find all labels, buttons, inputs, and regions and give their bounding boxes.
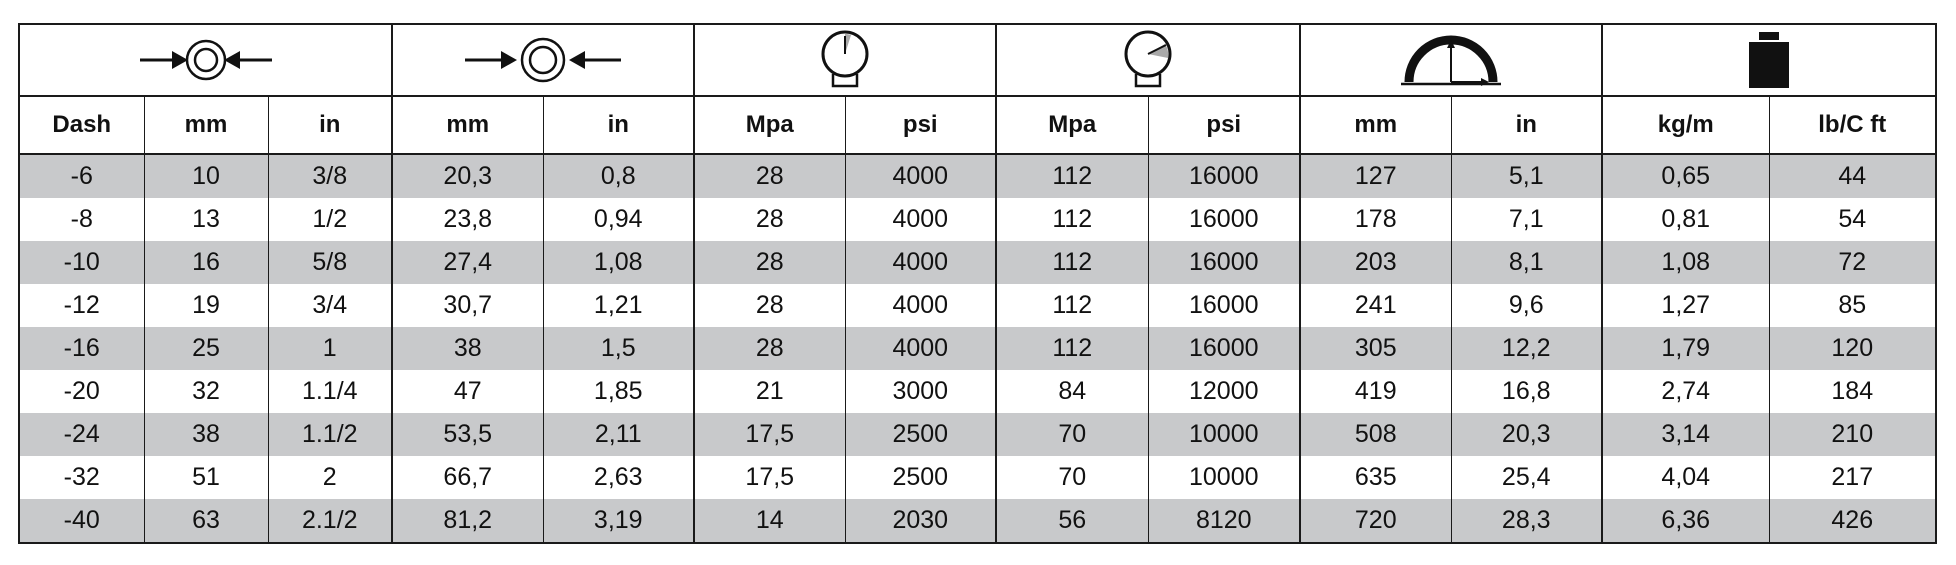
table-cell: 9,6 [1451, 284, 1602, 327]
table-cell: 10000 [1148, 456, 1300, 499]
table-cell: 19 [144, 284, 268, 327]
table-cell: 12,2 [1451, 327, 1602, 370]
table-cell: 112 [996, 154, 1148, 198]
table-cell: 17,5 [694, 413, 845, 456]
weight-icon [1602, 24, 1936, 96]
table-cell: 16000 [1148, 198, 1300, 241]
table-cell: 84 [996, 370, 1148, 413]
table-cell: 25,4 [1451, 456, 1602, 499]
table-cell: 508 [1300, 413, 1451, 456]
table-cell: 28 [694, 198, 845, 241]
table-row [19, 370, 1936, 413]
table-cell: 1 [268, 327, 392, 370]
table-cell: 1/2 [268, 198, 392, 241]
table-cell: 23,8 [392, 198, 543, 241]
table-cell: -6 [19, 154, 144, 198]
table-cell: 56 [996, 499, 1148, 543]
table-cell: 4000 [845, 284, 996, 327]
table-cell: 3/4 [268, 284, 392, 327]
table-cell: 635 [1300, 456, 1451, 499]
table-cell: 203 [1300, 241, 1451, 284]
table-cell: 2500 [845, 456, 996, 499]
table-cell: 112 [996, 327, 1148, 370]
table-cell: 16000 [1148, 154, 1300, 198]
unit-header-row [19, 96, 1936, 154]
unit-header: in [1451, 96, 1602, 154]
table-cell: 38 [144, 413, 268, 456]
table-cell: 25 [144, 327, 268, 370]
table-cell: 184 [1769, 370, 1936, 413]
table-cell: -32 [19, 456, 144, 499]
table-cell: 47 [392, 370, 543, 413]
table-cell: -20 [19, 370, 144, 413]
table-cell: -8 [19, 198, 144, 241]
table-cell: 1,08 [1602, 241, 1769, 284]
table-cell: 2500 [845, 413, 996, 456]
table-cell: 3,19 [543, 499, 694, 543]
table-cell: 4000 [845, 154, 996, 198]
table-cell: 17,5 [694, 456, 845, 499]
table-cell: 8120 [1148, 499, 1300, 543]
table-cell: 16000 [1148, 327, 1300, 370]
table-cell: 2030 [845, 499, 996, 543]
table-cell: 20,3 [1451, 413, 1602, 456]
table-cell: 16000 [1148, 284, 1300, 327]
table-cell: 85 [1769, 284, 1936, 327]
table-cell: 53,5 [392, 413, 543, 456]
table-cell: 217 [1769, 456, 1936, 499]
table-cell: 14 [694, 499, 845, 543]
table-cell: 16000 [1148, 241, 1300, 284]
table-cell: 6,36 [1602, 499, 1769, 543]
table-cell: 5,1 [1451, 154, 1602, 198]
unit-header: in [268, 96, 392, 154]
table-row [19, 241, 1936, 284]
table-cell: 2,74 [1602, 370, 1769, 413]
table-cell: 2,11 [543, 413, 694, 456]
table-cell: -16 [19, 327, 144, 370]
table-cell: 720 [1300, 499, 1451, 543]
table-cell: 4000 [845, 327, 996, 370]
table-cell: 13 [144, 198, 268, 241]
table-cell: 54 [1769, 198, 1936, 241]
unit-header: Mpa [996, 96, 1148, 154]
table-row [19, 284, 1936, 327]
table-cell: 1,27 [1602, 284, 1769, 327]
burst-pressure-gauge-icon [996, 24, 1300, 96]
table-cell: -12 [19, 284, 144, 327]
table-cell: 1,5 [543, 327, 694, 370]
table-cell: 8,1 [1451, 241, 1602, 284]
table-cell: 38 [392, 327, 543, 370]
table-cell: 127 [1300, 154, 1451, 198]
table-cell: 0,94 [543, 198, 694, 241]
table-cell: 10000 [1148, 413, 1300, 456]
table-cell: 112 [996, 284, 1148, 327]
table-cell: 3/8 [268, 154, 392, 198]
unit-header: mm [1300, 96, 1451, 154]
table-cell: 51 [144, 456, 268, 499]
table-cell: 66,7 [392, 456, 543, 499]
table-row [19, 456, 1936, 499]
unit-header: Dash [19, 96, 144, 154]
table-cell: 12000 [1148, 370, 1300, 413]
table-cell: 27,4 [392, 241, 543, 284]
hose-spec-table [18, 23, 1937, 544]
table-cell: 28,3 [1451, 499, 1602, 543]
table-cell: 1,85 [543, 370, 694, 413]
table-cell: 21 [694, 370, 845, 413]
table-cell: 4000 [845, 198, 996, 241]
table-cell: 7,1 [1451, 198, 1602, 241]
table-cell: 0,81 [1602, 198, 1769, 241]
table-cell: 81,2 [392, 499, 543, 543]
table-cell: 30,7 [392, 284, 543, 327]
table-cell: 112 [996, 198, 1148, 241]
table-cell: 3000 [845, 370, 996, 413]
table-cell: 1,08 [543, 241, 694, 284]
table-cell: 44 [1769, 154, 1936, 198]
table-cell: 2 [268, 456, 392, 499]
table-cell: 1.1/4 [268, 370, 392, 413]
table-cell: 120 [1769, 327, 1936, 370]
unit-header: mm [144, 96, 268, 154]
table-row [19, 499, 1936, 543]
table-body [19, 154, 1936, 543]
table-cell: 10 [144, 154, 268, 198]
table-cell: 20,3 [392, 154, 543, 198]
table-cell: 28 [694, 284, 845, 327]
unit-header: Mpa [694, 96, 845, 154]
table-cell: 210 [1769, 413, 1936, 456]
working-pressure-gauge-icon [694, 24, 996, 96]
table-cell: 0,65 [1602, 154, 1769, 198]
table-row [19, 154, 1936, 198]
table-cell: 28 [694, 327, 845, 370]
table-cell: 426 [1769, 499, 1936, 543]
table-cell: 1.1/2 [268, 413, 392, 456]
table-cell: -40 [19, 499, 144, 543]
unit-header: kg/m [1602, 96, 1769, 154]
table-cell: 70 [996, 413, 1148, 456]
table-cell: 419 [1300, 370, 1451, 413]
table-cell: 32 [144, 370, 268, 413]
table-cell: 4,04 [1602, 456, 1769, 499]
unit-header: lb/C ft [1769, 96, 1936, 154]
table-cell: 4000 [845, 241, 996, 284]
table-cell: 305 [1300, 327, 1451, 370]
table-cell: 72 [1769, 241, 1936, 284]
table-row [19, 198, 1936, 241]
table-cell: 1,79 [1602, 327, 1769, 370]
table-cell: 3,14 [1602, 413, 1769, 456]
table-cell: 241 [1300, 284, 1451, 327]
table-row [19, 413, 1936, 456]
table-cell: 28 [694, 241, 845, 284]
icon-header-row [19, 24, 1936, 96]
table-cell: 112 [996, 241, 1148, 284]
unit-header: in [543, 96, 694, 154]
table-cell: -24 [19, 413, 144, 456]
table-row [19, 327, 1936, 370]
hose-inner-diameter-icon [19, 24, 392, 96]
table-cell: 178 [1300, 198, 1451, 241]
table-cell: 63 [144, 499, 268, 543]
table-cell: 28 [694, 154, 845, 198]
table-cell: 16,8 [1451, 370, 1602, 413]
table-cell: 1,21 [543, 284, 694, 327]
unit-header: mm [392, 96, 543, 154]
bend-radius-icon [1300, 24, 1602, 96]
table-cell: 5/8 [268, 241, 392, 284]
table-cell: 0,8 [543, 154, 694, 198]
table-cell: 2,63 [543, 456, 694, 499]
unit-header: psi [845, 96, 996, 154]
table-cell: 16 [144, 241, 268, 284]
hose-outer-diameter-icon [392, 24, 694, 96]
table-cell: 70 [996, 456, 1148, 499]
unit-header: psi [1148, 96, 1300, 154]
table-cell: -10 [19, 241, 144, 284]
table-cell: 2.1/2 [268, 499, 392, 543]
